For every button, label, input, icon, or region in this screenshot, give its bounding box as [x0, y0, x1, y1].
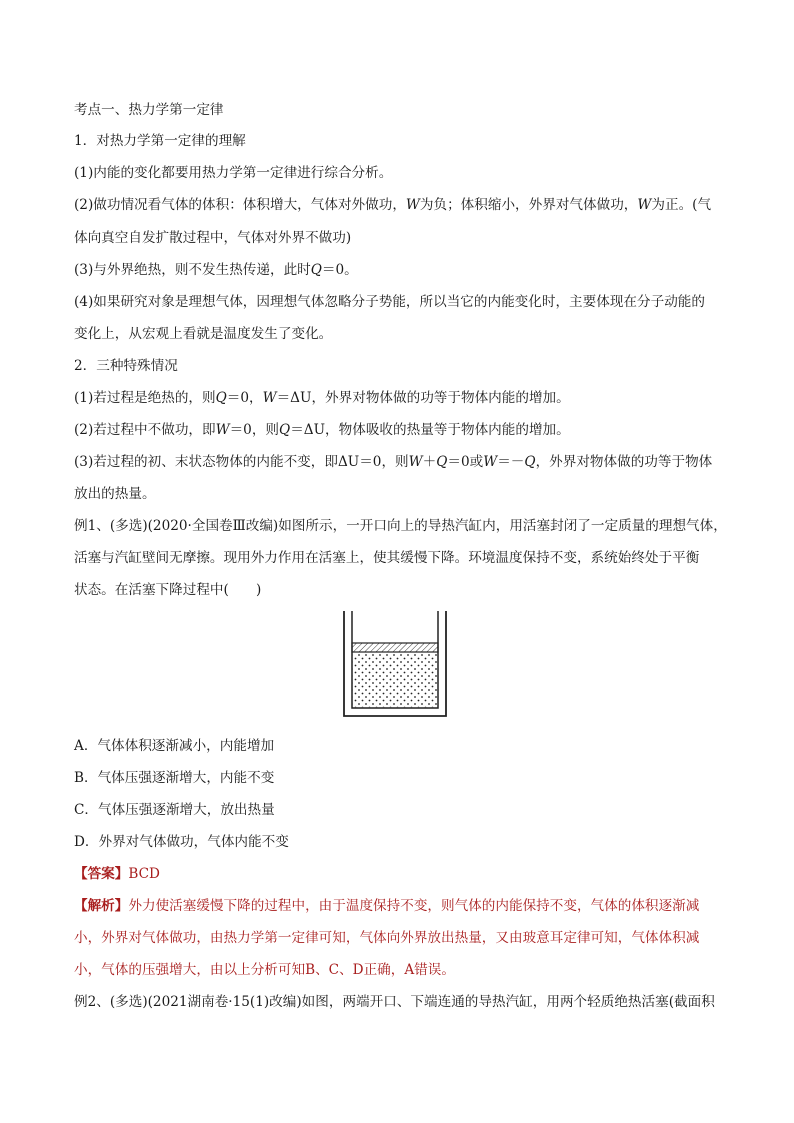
- example-2-line1: 例2、(多选)(2021湖南卷·15(1)改编)如图，两端开口、下端连通的导热汽缸，用两个轻质绝热活塞(截面积: [74, 994, 715, 1010]
- paragraph-2-1: (1)若过程是绝热的，则Q＝0，W＝ΔU，外界对物体做的功等于物体内能的增加。: [74, 390, 570, 406]
- paragraph-2-3-line1: (3)若过程的初、末状态物体的内能不变，即ΔU＝0，则W＋Q＝0或W＝－Q，外界对物体做的功等于物体: [74, 454, 713, 470]
- section-heading: 考点一、热力学第一定律: [74, 102, 224, 118]
- option-c: C．气体压强逐渐增大，放出热量: [74, 802, 275, 818]
- answer-tag: 【答案】: [74, 866, 129, 882]
- example-1-line2: 活塞与汽缸壁间无摩擦。现用外力作用在活塞上，使其缓慢下降。环境温度保持不变，系统始终处于平衡: [74, 550, 700, 566]
- analysis-line3: 小，气体的压强增大，由以上分析可知B、C、D正确，A错误。: [74, 962, 455, 978]
- paragraph-1-1: (1)内能的变化都要用热力学第一定律进行综合分析。: [74, 165, 393, 181]
- cylinder-piston-figure: [343, 611, 447, 717]
- gas-region: [353, 652, 437, 707]
- piston: [352, 643, 438, 652]
- analysis-line2: 小，外界对气体做功，由热力学第一定律可知，气体向外界放出热量，又由玻意耳定律可知，气体体积减: [74, 930, 700, 946]
- paragraph-1-2-line1: (2)做功情况看气体的体积：体积增大，气体对外做功，W为负；体积缩小，外界对气体做功，W为正。(气: [74, 197, 712, 213]
- answer-line: [74, 864, 160, 884]
- paragraph-1-4-line1: (4)如果研究对象是理想气体，因理想气体忽略分子势能，所以当它的内能变化时，主要体现在分子动能的: [74, 294, 705, 310]
- paragraph-1-4-line2: 变化上，从宏观上看就是温度发生了变化。: [74, 326, 333, 342]
- paragraph-1-2-line2: 体向真空自发扩散过程中，气体对外界不做功): [74, 230, 352, 246]
- option-d: D．外界对气体做功，气体内能不变: [74, 834, 289, 850]
- section-1-title: 1．对热力学第一定律的理解: [74, 133, 246, 149]
- example-1-line3: 状态。在活塞下降过程中( ): [74, 582, 262, 598]
- section-2-title: 2．三种特殊情况: [74, 358, 178, 374]
- option-a: A．气体体积逐渐减小，内能增加: [74, 738, 275, 754]
- analysis-tag: 【解析】: [74, 898, 129, 914]
- paragraph-2-2: (2)若过程中不做功，即W＝0，则Q＝ΔU，物体吸收的热量等于物体内能的增加。: [74, 422, 570, 438]
- example-1-line1: 例1、(多选)(2020·全国卷Ⅲ改编)如图所示，一开口向上的导热汽缸内，用活塞封闭了一定质量的理想气体，: [74, 518, 727, 534]
- answer-value: BCD: [128, 866, 160, 882]
- analysis-line1: 【解析】外力使活塞缓慢下降的过程中，由于温度保持不变，则气体的内能保持不变，气体的体积逐渐减: [74, 898, 700, 914]
- paragraph-1-3: (3)与外界绝热，则不发生热传递，此时Q＝0。: [74, 262, 358, 278]
- paragraph-2-3-line2: 放出的热量。: [74, 486, 156, 502]
- option-b: B．气体压强逐渐增大，内能不变: [74, 770, 275, 786]
